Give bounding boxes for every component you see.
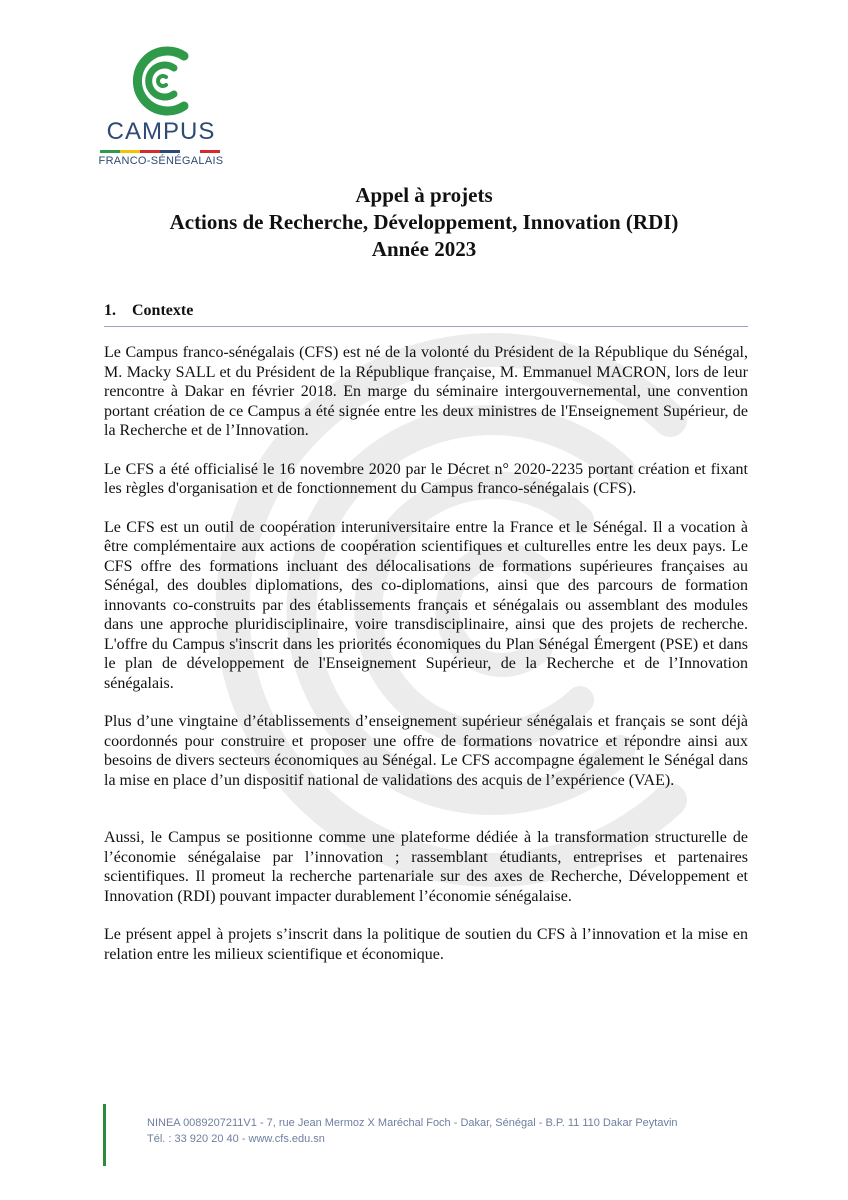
paragraph: Le Campus franco-sénégalais (CFS) est né de la volonté du Président de la République du Sénégal, M. Macky SALL et du Président de la République française, M. Emmanuel MACRON, lors de leur rencontre à Dakar en février 2018. En marge du séminaire intergouvernemental, une convention portant création de ce Campus a été signée entre les deux ministres de l'Enseignement Supérieur, de la Recherche et de l’Innovation. xyxy=(104,344,748,439)
campus-c-logo-icon xyxy=(126,44,192,118)
logo-color-bar xyxy=(100,150,220,153)
paragraph: Plus d’une vingtaine d’établissements d’enseignement supérieur sénégalais et français se sont déjà coordonnés pour construire et proposer une offre de formations novatrice et répondre ainsi aux besoins de divers secteurs économiques au Sénégal. Le CFS accompagne également le Sénégal dans la mise en place d’un dispositif national de validations des acquis de l’expérience (VAE). xyxy=(104,713,748,789)
logo-subtitle: FRANCO-SÉNÉGALAIS xyxy=(98,155,224,167)
document-title xyxy=(100,182,748,263)
document-body xyxy=(104,343,748,983)
title-line-2: Actions de Recherche, Développement, Innovation (RDI) xyxy=(169,210,679,234)
section-number: 1. xyxy=(104,302,116,319)
paragraph: Le CFS est un outil de coopération interuniversitaire entre la France et le Sénégal. Il a vocation à être complémentaire aux actions de coopération scientifiques et culturelles entre les deux pays. Le CFS offre des formations incluant des délocalisations de formations supérieures françaises au Sénégal, des doubles diplomations, des co-diplomations, ainsi que des parcours de formation innovants co-construits par des établissements français et sénégalais ou assemblant des modules dans une approche pluridisciplinaire, voire transdisciplinaire, ainsi que des projets de recherche. L'offre du Campus s'inscrit dans les priorités économiques du Plan Sénégal Émergent (PSE) et dans le plan de développement de l'Enseignement Supérieur, de la Recherche et de l’Innovation sénégalais. xyxy=(104,518,748,692)
footer-address: NINEA 0089207211V1 - 7, rue Jean Mermoz X Maréchal Foch - Dakar, Sénégal - B.P. 11 110 Dakar Peytavin xyxy=(147,1117,678,1129)
paragraph: Aussi, le Campus se positionne comme une plateforme dédiée à la transformation structurelle de l’économie sénégalaise par l’innovation ; rassemblant étudiants, entreprises et partenaires scientifiques. Il promeut la recherche partenariale sur des axes de Recherche, Développement et Innovation (RDI) pouvant impacter durablement l’économie sénégalaise. xyxy=(104,829,748,905)
footer-accent-bar xyxy=(103,1104,106,1166)
cfs-logo xyxy=(96,44,226,169)
section-title: Contexte xyxy=(132,302,194,319)
title-line-3: Année 2023 xyxy=(371,237,477,261)
paragraph: Le CFS a été officialisé le 16 novembre 2020 par le Décret n° 2020-2235 portant création et fixant les règles d'organisation et de fonctionnement du Campus franco-sénégalais (CFS). xyxy=(104,460,748,497)
logo-wordmark: CAMPUS xyxy=(106,118,216,145)
section-heading xyxy=(104,302,748,327)
title-line-1: Appel à projets xyxy=(355,183,493,207)
paragraph: Le présent appel à projets s’inscrit dans la politique de soutien du CFS à l’innovation et la mise en relation entre les milieux scientifique et économique. xyxy=(104,926,748,963)
footer-contact: Tél. : 33 920 20 40 - www.cfs.edu.sn xyxy=(147,1133,325,1145)
footer xyxy=(147,1115,787,1147)
